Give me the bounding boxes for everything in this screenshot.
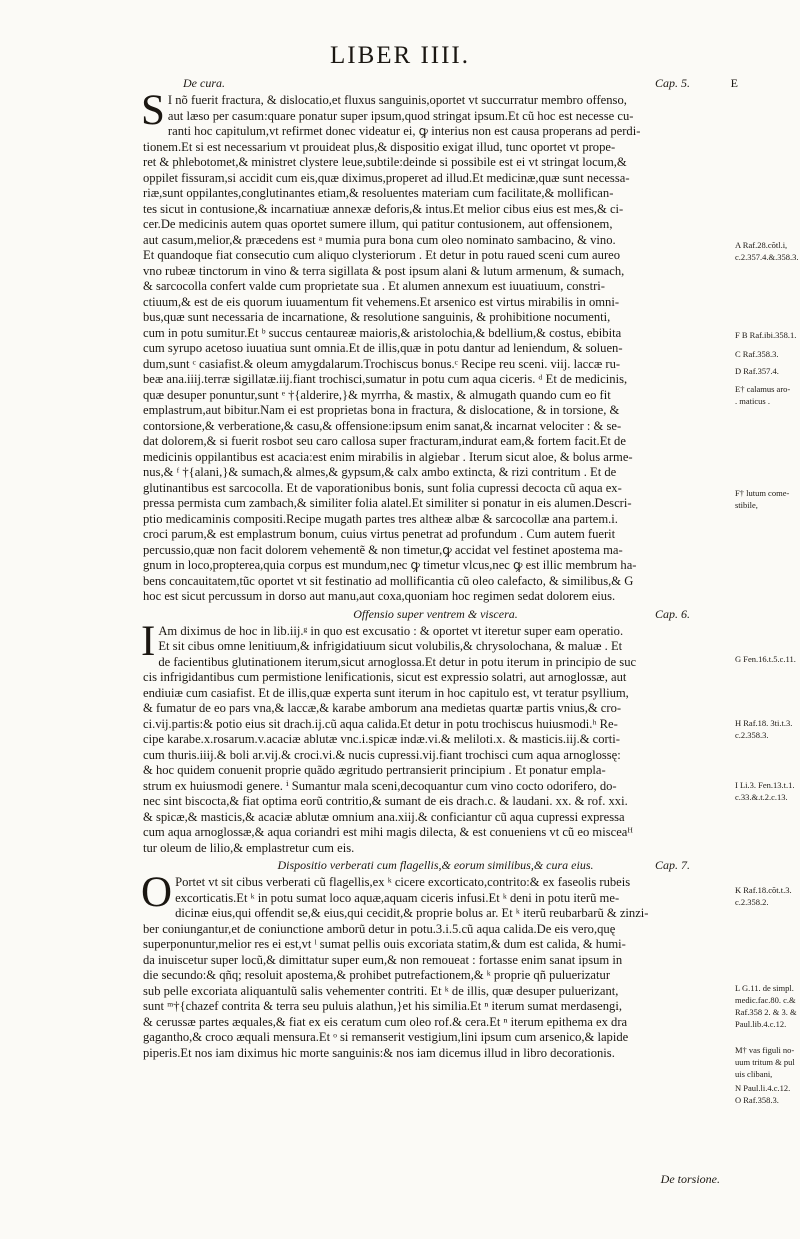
margin-note-line: M† vas figuli no- [735,1045,795,1055]
text-line: & cerussæ partes æquales,& fiat ex eis ceratum cum oleo rof.& cera.Et ⁿ iterum epithema ex dra [143,1014,628,1029]
text-line: Portet vt sit cibus verberati cũ flagellis,ex ᵏ cicere excorticato,contrito:& ex faseolis rubeis [175,875,631,889]
text-line: emplastrum,aut bibitur.Nam ei est proprietas bona in fractura, & dislocatione, & in torsione, & [143,403,620,417]
text-line: superponuntur,melior res ei est,vt ˡ sumat pellis ouis excoriata statim,& dum est calida, & humi- [143,937,626,951]
margin-note-line: D Raf.357.4. [735,366,779,376]
text-line: Et quandoque fiat consecutio cum aliquo clysteriorum . Et detur in potu raued sceni cum aureo [143,248,621,262]
section-title: De cura. [183,76,225,90]
chapter-number: Cap. 7. [654,858,690,872]
drop-cap: O [141,869,173,916]
text-line: oppilet fissuram,si accidit cum eis,quæ diximus,properet ad illud.Et medicinæ,quæ sunt necessa- [143,170,630,185]
margin-note [735,330,799,342]
text-line: dicinæ eius,qui offendit se,& eius,qui cecidit,& proprie bolus ar. Et ᵏ iterũ reubarbarũ & zinzi- [175,906,649,920]
margin-note [735,349,799,361]
section-title: Offensio super ventrem & viscera. [353,606,518,621]
section-heading-cap6 [143,607,728,624]
margin-note [735,654,799,666]
text-line: Am diximus de hoc in lib.iij.ᵍ in quo est excusatio : & oportet vt iteretur super eam operatio. [158,623,624,638]
text-line: riæ,sunt oppilantes,conglutinantes etiam,& resoluentes materiam cum facilitate,& mollifican- [143,186,614,200]
text-line: ranti hoc capitulum,vt refirmet donec videatur ei, ꝙ interius non est causa properans ad perdi- [167,124,641,138]
text-line: die secundo:& qñq; resoluit apostema,& prohibet putrefactionem,& ᵏ proprie qñ puluerizatur [143,968,611,982]
text-line: cer.De medicinis autem quas oportet sumere illum, qui patitur contusionem, aut offensionem, [143,217,613,231]
text-line: gnum in loco,propterea,quia corpus est mundum,nec ꝙ timetur vlcus,nec ꝙ est illic membrum ha- [143,558,637,572]
text-line: cum thuris.iiij.& boli ar.vij.& croci.vi.& nucis cupressi.vij.fiant trochisci cum aqua arnoglossę: [143,747,621,762]
margin-note-line: c.33.&.t.2.c.13. [735,792,788,802]
text-line: gagantho,& croco æquali mensura.Et ᵒ si remanserit vestigium,lini ipsum cum arsenico,& lapide [143,1030,629,1044]
margin-note-line: c.2.357.4.&.358.3. [735,252,799,262]
section-heading-cap5 [143,76,738,93]
margin-note-line: F B Raf.ibi.358.1. [735,330,797,340]
text-line: bus,quæ sunt necessaria de incarnatione, & resolutione sanguinis, & prohibitione nocumenti, [143,310,611,324]
text-line: croci parum,& est emplastrum bonum, cuius virtus penetrat ad profundum . Cum autem fuerit [143,527,616,541]
paragraph-cap5 [141,87,728,605]
text-line: sunt ᵐ†{chazef contrita & terra seu puluis alathun,}et his similia.Et ⁿ iterum sumat merdasengi, [143,999,622,1013]
running-head: LIBER IIII. [329,42,471,69]
text-line: da inuiscetur super locũ,& dimittatur super eum,& non remoueat : fortasse enim sanat ipsum in [143,952,623,967]
text-line: bens concauitatem,tũc oportet vt sit festinatio ad mollificantia cũ oleo calefacto, & similibus,& G [143,573,634,588]
catchword: De torsione. [660,1172,720,1186]
margin-note [735,240,799,264]
chapter-number: Cap. 5. [654,76,690,90]
text-line: cum in potu sumitur.Et ᵇ succus centaureæ maioris,& aristolochia,& bdellium,& costus, ebibita [143,325,622,340]
text-line: hoc est sicut percussum in dorso aut manu,aut coxa,quoniam hoc regimen sedat dolorem eius. [143,589,616,603]
text-line: & sarcocolla confert valde cum proprietate sua . Et alumen annexum est iuuatiuum, constri- [143,279,605,293]
text-line: tur oleum de lilio,& emplastretur cum eis. [143,840,355,855]
text-line: cipe karabe.x.rosarum.v.acaciæ ablutæ vnc.i.spicæ indæ.vi.& meliloti.x. & masticis.iij.& corti- [143,732,620,746]
text-line: medicinis oppilantibus est acacia:est enim mirabilis in algiebar . Iterum sicut aloe, & bolus arme- [143,449,633,464]
margin-note [735,488,799,512]
text-line: ci.vij.partis:& potio eius sit drach.ij.cũ aqua calida.Et detur in potu trochiscus huiusmodi.ʰ Re- [143,716,618,731]
margin-note [735,983,799,1031]
margin-note [735,1083,799,1107]
text-line: ctiuum,& est de eis quorum iuuamentum fit vehemens.Et arsenico est virtus mirabilis in omni- [143,294,620,309]
text-line: glutinantibus est sarcocolla. Et de vaporationibus bonis, sunt folia cupressi decocta cũ aqua ex- [143,480,622,495]
text-line: tes sicut in contusione,& incarnatiuæ annexæ deforis,& intus.Et melior cibus eius est mes,& ci- [143,201,624,216]
margin-note [735,780,799,804]
text-line: cis infrigidantibus cum permistione lenificationis, sicut est expressio solatri, aut arnoglossæ, aut [143,670,627,684]
margin-note-line: F† lutum come- [735,488,790,498]
chapter-number: Cap. 6. [654,606,690,621]
margin-note-line: I Li.3. Fen.13.t.1. [735,780,795,790]
margin-note-line: E† calamus aro- [735,384,791,394]
margin-note-line: Raf.358 2. & 3. & [735,1007,797,1017]
margin-note [735,366,799,378]
paragraph-cap7 [141,869,728,1061]
text-line: & spicæ,& masticis,& acaciæ ablutæ omnium ana.xiij.& conficiantur cũ aqua cupressi expressa [143,809,625,824]
margin-note-line: . maticus . [735,396,770,406]
margin-note-line: c.2.358.3. [735,730,769,740]
margin-note [735,718,799,742]
margin-note-line: stibile, [735,500,758,510]
drop-cap: S [141,87,165,134]
margin-note-line: N Paul.li.4.c.12. [735,1083,791,1093]
text-line: sub pelle excoriata aliquantulũ salis vehementer contriti. Et ᵏ de illis, quæ desuper puluerizant, [143,983,619,998]
text-line: cum syrupo acetoso iuuatiua sunt omnia.Et de illis,quæ in potu dantur ad leniendum, & soluen- [143,341,623,355]
margin-note-line: uum tritum & pul [735,1057,795,1067]
text-line: tionem.Et si est necessarium vt prouideat plus,& dispositio exigat illud, tunc oportet vt prope- [143,139,616,154]
section-title: Dispositio verberati cum flagellis,& eorum similibus,& cura eius. [277,858,594,872]
text-line: quæ desuper ponuntur,sunt ᵉ †{alderire,}& myrrha, & mastix, & almugath quando cum eo fit [143,387,611,402]
text-line: ret & phlebotomet,& ministret clystere leue,subtile:deinde si possibile est ei vt stringat locum,& [143,155,627,169]
text-line: excorticatis.Et ᵏ in potu sumat loco aquæ,aquam ciceris infusi.Et ᵏ deni in potu iterũ me- [175,890,620,905]
text-line: dat dolorem,& si fuerit rosbot seu caro callosa super fracturam,indurat eam,& fortem facit.Et de [143,434,626,448]
margin-note-line: Paul.lib.4.c.12. [735,1019,787,1029]
text-line: I nõ fuerit fractura, & dislocatio,et fluxus sanguinis,oportet vt succurratur membro offenso, [167,93,627,107]
text-line: percussio,quæ non facit dolorem vehementẽ & non timetur,ꝙ accidat vel festinet apostema ma- [143,542,623,557]
text-line: cum aqua arnoglossæ,& aqua coriandri est mihi magis dilecta, & est conueniens vt cũ eo misceaᴴ [143,825,633,839]
margin-letter: E [730,76,738,90]
margin-note-line: medic.fac.80. c.& [735,995,796,1005]
section-heading-cap7 [143,858,728,875]
text-line: de facientibus glutinationem iterum,sicut arnoglossa.Et detur in potu iterum in principio de suc [158,654,637,669]
margin-note-line: uis clibani, [735,1069,773,1079]
paragraph-cap6 [141,617,728,857]
text-line: dum,sunt ᶜ casiafist.& oleum amygdalarum.Trochiscus bonus.ᶜ Recipe reu sceni. viij. laccæ ru- [143,356,621,371]
text-line: pressa permista cum zambach,& similiter folia alatel.Et similiter si ponatur in eis alumen.Descri- [143,496,632,510]
margin-note-line: A Raf.28.cõtl.i, [735,240,788,250]
text-line: contorsione,& verberatione,& casu,& offensione:ipsum enim sanat,& incarnat velociter : & se- [143,418,622,433]
text-line: beæ ana.iiij.terræ sigillatæ.iij.fiant trochisci,sumatur in potu cum aqua ciceris. ᵈ Et de medicinis, [143,372,628,386]
margin-note-line: G Fen.16.t.5.c.11. [735,654,796,664]
margin-note [735,384,799,408]
text-line: ber coniungantur,et de coniunctione amborũ detur in potu.3.i.5.cũ aqua calida.De eis vero,quę [143,921,616,936]
text-line: nec sint biscocta,& fiat optima eorũ contritio,& sumant de eis drach.c. & laudani. xx. & rof. xxi. [143,794,628,808]
drop-cap: I [141,617,156,665]
text-line: piperis.Et nos iam diximus hic morte sanguinis:& nos iam dicemus illud in libro decorationis. [143,1045,615,1060]
margin-note-line: C Raf.358.3. [735,349,779,359]
text-line: & hoc quidem conuenit proprie quãdo ægritudo pertransierit principium . Et ponatur empla- [143,763,606,777]
text-line: ptio medicaminis compositi.Recipe mugath partes tres altheæ albæ & sarcocollæ ana partem.i. [143,511,618,526]
margin-note-line: H Raf.18. 3ti.t.3. [735,718,793,728]
text-line: vno rubeæ tinctorum in vino & terra sigillata & post ipsum alani & lutum armenum, & sumach, [143,263,625,278]
text-line: aut læso per casum:quare ponatur super ipsum,quod stringat ipsum.Et cũ hoc est necesse cu- [167,108,634,123]
text-line: aut casum,melior,& præcedens est ᵃ mumia pura bona cum oleo nominato sambacino, & vino. [143,232,616,247]
text-line: nus,& ᶠ †{alani,}& sumach,& almes,& gypsum,& calx ambo extincta, & rizi contritum . Et de [143,465,617,479]
margin-note-line: c.2.358.2. [735,897,769,907]
margin-note-line: O Raf.358.3. [735,1095,779,1105]
margin-note [735,1045,799,1081]
margin-note-line: K Raf.18.cõt.t.3. [735,885,792,895]
text-line: endiuiæ cum casiafist. Et de illis,quæ experta sunt iterum in hoc capitulo est, vt teratur psyllium, [143,685,629,700]
main-text-column [141,76,738,1063]
text-line: & fumatur de eo pars vna,& laccæ,& karabe amborum ana medietas quartæ partis vnius,& cro- [143,701,622,715]
margin-note [735,885,799,909]
text-line: strum ex huiusmodi genere. ⁱ Sumantur mala sceni,decoquantur cum vino cocto odorifero, do- [143,778,617,793]
margin-note-line: L G.11. de simpl. [735,983,794,993]
text-line: Et sit cibus omne lenitiuum,& infrigidatiuum sicut volubilis,& chrysolochana, & maluæ . Et [158,639,623,653]
